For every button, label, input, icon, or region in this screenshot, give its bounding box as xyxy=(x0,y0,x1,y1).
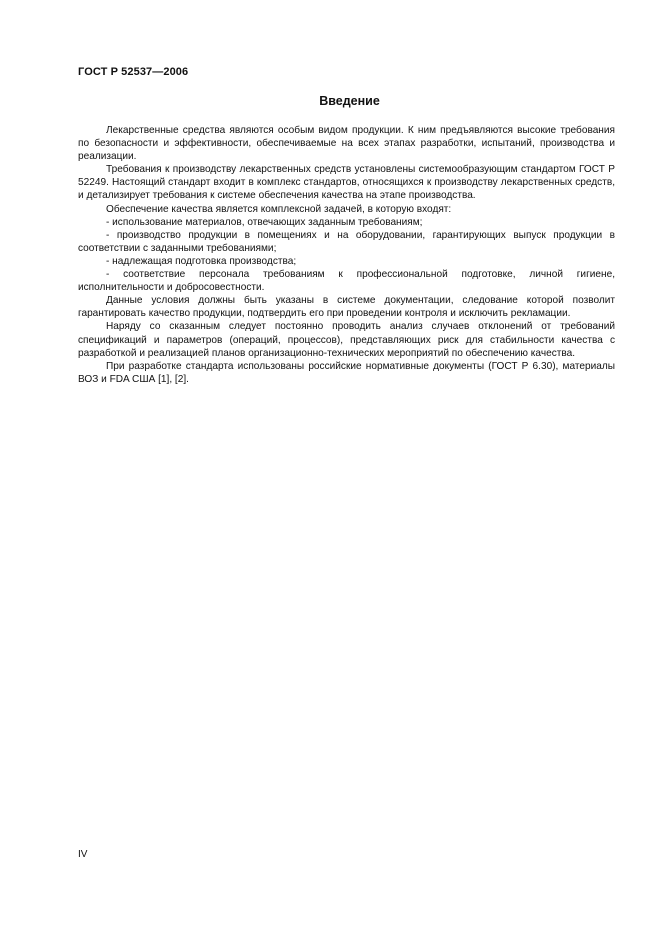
page-number: IV xyxy=(78,849,88,860)
section-title: Введение xyxy=(319,94,380,108)
paragraph-references: При разработке стандарта использованы российские нормативные документы (ГОСТ Р 6.30), материалы ВОЗ и FDA США [1], [2]. xyxy=(78,360,615,385)
paragraph-requirements: Требования к производству лекарственных средств установлены системообразующим стандартом ГОСТ Р 52249. Настоящий стандарт входит в комплекс стандартов, относящихся к производству лекарственных средств, и детализирует требования к системе обеспечения качества на этапе производства. xyxy=(78,164,615,202)
list-item-materials: - использование материалов, отвечающих заданным требованиям; xyxy=(106,216,423,228)
list-item-production: - производство продукции в помещениях и на оборудовании, гарантирующих выпуск продукции в соответствии с заданными требованиями; xyxy=(78,229,615,254)
document-header: ГОСТ Р 52537—2006 xyxy=(78,66,189,78)
body-text xyxy=(78,124,615,386)
paragraph-deviation-analysis: Наряду со сказанным следует постоянно проводить анализ случаев отклонений от требований спецификаций и параметров (операций, процессов), представляющих риск для стабильности качества с разработкой и реализацией планов организационно-технических мероприятий по обеспечению качества. xyxy=(78,321,615,359)
paragraph-intro: Лекарственные средства являются особым видом продукции. К ним предъявляются высокие требования по безопасности и эффективности, обеспечиваемые на всех этапах разработки, испытаний, производства и реализации. xyxy=(78,125,615,163)
list-item-preparation: - надлежащая подготовка производства; xyxy=(106,255,297,267)
paragraph-quality-assurance: Обеспечение качества является комплексной задачей, в которую входят: xyxy=(106,203,452,215)
list-item-personnel: - соответствие персонала требованиям к профессиональной подготовке, личной гигиене, исполнительности и добросовестности. xyxy=(78,269,615,294)
paragraph-documentation: Данные условия должны быть указаны в системе документации, следование которой позволит гарантировать качество продукции, подтвердить его при проведении контроля и исключить рекламации. xyxy=(78,295,615,320)
